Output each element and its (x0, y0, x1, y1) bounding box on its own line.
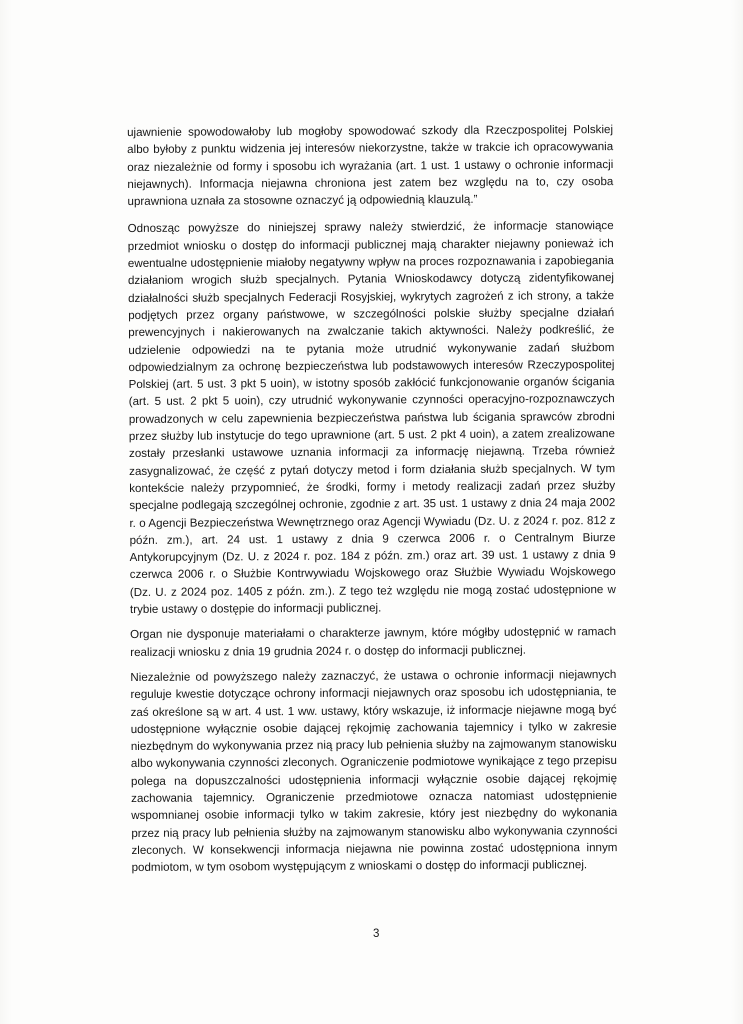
paragraph-no-public-materials: Organ nie dysponuje materiałami o charakterze jawnym, które mógłby udostępnić w ramach realizacji wniosku z dnia 19 grudnia 2024 r. o dostęp do informacji publicznej. (130, 625, 617, 659)
document-body (127, 121, 618, 884)
page-number: 3 (373, 928, 380, 940)
paragraph-access-restrictions: Niezależnie od powyższego należy zaznaczyć, że ustawa o ochronie informacji niejawnych reguluje kwestie dotyczące ochrony informacji niejawnych oraz sposobu ich udostępniania, te zaś określone są w art. 4 ust. 1 ww. ustawy, który wskazuje, iż informacje niejawne mogą być udostępnione wyłącznie osobie dającej rękojmię zachowania tajemnicy i tylko w zakresie niezbędnym do wykonywania przez nią pracy lub pełnienia służby na zajmowanym stanowisku albo wykonywania czynności zleconych. Ograniczenie podmiotowe wynikające z tego przepisu polega na dopuszczalności udostępnienia informacji wyłącznie osobie dającej rękojmię zachowania tajemnicy. Ograniczenie przedmiotowe oznacza natomiast udostępnienie wspomnianej osobie informacji tylko w takim zakresie, który jest niezbędny do wykonania przez nią pracy lub pełnienia służby na zajmowanym stanowisku albo wykonywania czynności zleconych. W konsekwencji informacja niejawna nie powinna zostać udostępniona innym podmiotom, w tym osobom występującym z wnioskami o dostęp do informacji publicznej. (130, 667, 618, 875)
paragraph-quote-continuation: ujawnienie spowodowałoby lub mogłoby spowodować szkody dla Rzeczpospolitej Polskiej albo byłoby z punktu widzenia jej interesów niekorzystne, także w trakcie ich opracowywania oraz niezależnie od formy i sposobu ich wyrażania (art. 1 ust. 1 ustawy o ochronie informacji niejawnych). Informacja niejawna chroniona jest zatem bez względu na to, czy osoba uprawniona uznała za stosowne oznaczyć ją odpowiednią klauzulą.” (127, 123, 614, 209)
paragraph-classification-reasoning: Odnosząc powyższe do niniejszej sprawy należy stwierdzić, że informacje stanowiące przedmiot wniosku o dostęp do informacji publicznej mają charakter niejawny ponieważ ich ewentualne udostępnienie miałoby negatywny wpływ na proces rozpoznawania i zapobiegania działaniom wrogich służb specjalnych. Pytania Wnioskodawcy dotyczą zidentyfikowanej działalności służb specjalnych Federacji Rosyjskiej, wykrytych zagrożeń z ich strony, a także podjętych przez organy państwowe, w szczególności polskie służby specjalne działań prewencyjnych i nakierowanych na zwalczanie takich aktywności. Należy podkreślić, że udzielenie odpowiedzi na te pytania może utrudnić wykonywanie zadań służbom odpowiedzialnym za ochronę bezpieczeństwa lub podstawowych interesów Rzeczypospolitej Polskiej (art. 5 ust. 3 pkt 5 uoin), w istotny sposób zakłócić funkcjonowanie organów ścigania (art. 5 ust. 2 pkt 5 uoin), czy utrudnić wykonywanie czynności operacyjno-rozpoznawczych prowadzonych w celu zapewnienia bezpieczeństwa państwa lub ścigania sprawców zbrodni przez służby lub instytucje do tego uprawnione (art. 5 ust. 2 pkt 4 uoin), a zatem zrealizowane zostały przesłanki ustawowe uznania informacji za informację niejawną. Trzeba również zasygnalizować, że część z pytań dotyczy metod i form działania służb specjalnych. W tym kontekście należy przypomnieć, że środki, formy i metody realizacji zadań przez służby specjalne podlegają szczególnej ochronie, zgodnie z art. 35 ust. 1 ustawy z dnia 24 maja 2002 r. o Agencji Bezpieczeństwa Wewnętrznego oraz Agencji Wywiadu (Dz. U. z 2024 r. poz. 812 z późn. zm.), art. 24 ust. 1 ustawy z dnia 9 czerwca 2006 r. o Centralnym Biurze Antykorupcyjnym (Dz. U. z 2024 r. poz. 184 z późn. zm.) oraz art. 39 ust. 1 ustawy z dnia 9 czerwca 2006 r. o Służbie Kontrwywiadu Wojskowego oraz Służbie Wywiadu Wojskowego (Dz. U. z 2024 poz. 1405 z późn. zm.). Z tego też względu nie mogą zostać udostępnione w trybie ustawy o dostępie do informacji publicznej. (127, 219, 616, 617)
